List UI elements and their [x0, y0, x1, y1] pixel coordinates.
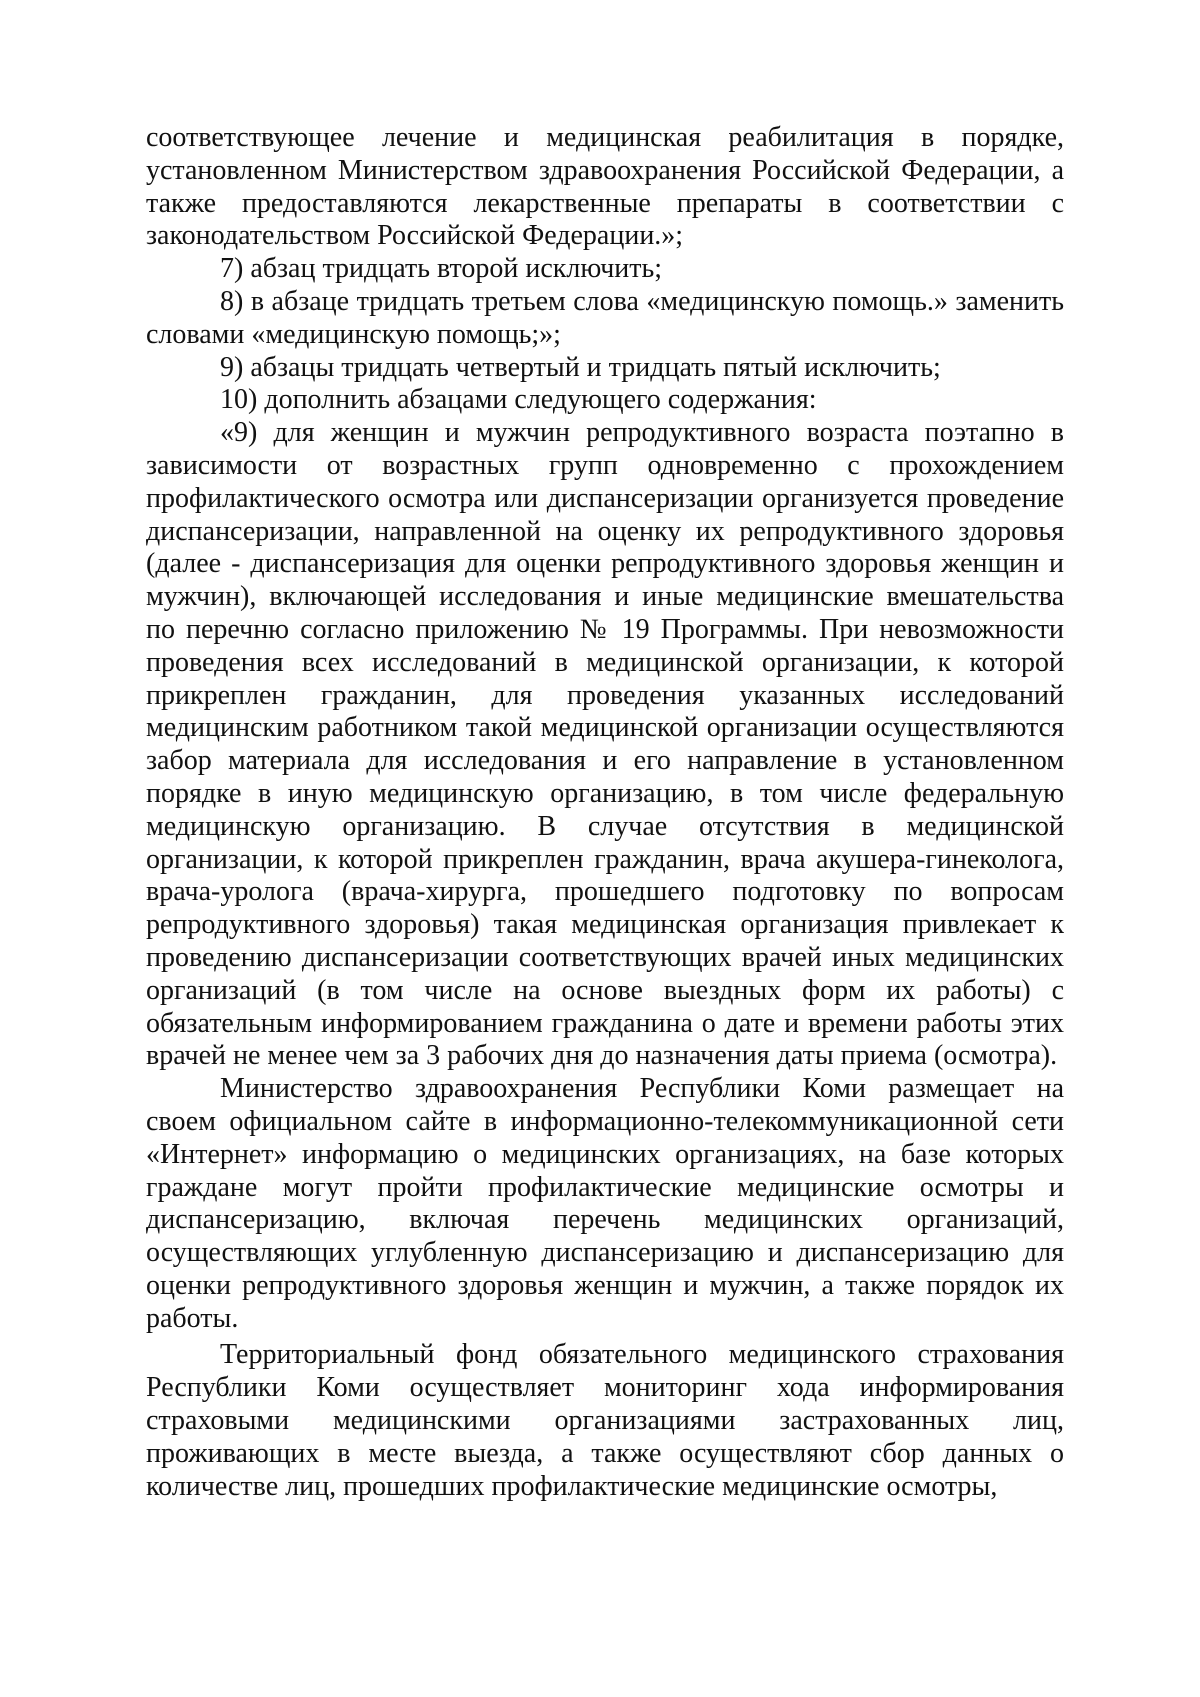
- paragraph-item-8: 8) в абзаце тридцать третьем слова «медицинскую помощь.» заменить словами «медицинскую помощь;»;: [146, 285, 1064, 350]
- paragraph-item-9: 9) абзацы тридцать четвертый и тридцать пятый исключить;: [220, 351, 941, 383]
- paragraph-insurance-fund: Территориальный фонд обязательного медицинского страхования Республики Коми осуществляет мониторинг хода информирования страховыми медицинскими организациями застрахованных лиц, проживающих в месте выезда, а также осуществляют сбор данных о количестве лиц, прошедших профилактические медицинские осмотры,: [146, 1339, 1064, 1502]
- paragraph-item-10: 10) дополнить абзацами следующего содержания:: [220, 384, 817, 416]
- paragraph-continuation: соответствующее лечение и медицинская реабилитация в порядке, установленном Министерством здравоохранения Российской Федерации, а также предоставляются лекарственные препараты в соответствии с законодательством Российской Федерации.»;: [146, 122, 1064, 252]
- paragraph-reproductive-health: «9) для женщин и мужчин репродуктивного возраста поэтапно в зависимости от возрастных групп одновременно с прохождением профилактического осмотра или диспансеризации организуется проведение диспансеризации, направленной на оценку их репродуктивного здоровья (далее - диспансеризация для оценки репродуктивного здоровья женщин и мужчин), включающей исследования и иные медицинские вмешательства по перечню согласно приложению № 19 Программы. При невозможности проведения всех исследований в медицинской организации, к которой прикреплен гражданин, для проведения указанных исследований медицинским работником такой медицинской организации осуществляются забор материала для исследования и его направление в установленном порядке в иную медицинскую организацию, в том числе федеральную медицинскую организацию. В случае отсутствия в медицинской организации, к которой прикреплен гражданин, врача акушера-гинеколога, врача-уролога (врача-хирурга, прошедшего подготовку по вопросам репродуктивного здоровья) такая медицинская организация привлекает к проведению диспансеризации соответствующих врачей иных медицинских организаций (в том числе на основе выездных форм их работы) с обязательным информированием гражданина о дате и времени работы этих врачей не менее чем за 3 рабочих дня до назначения даты приема (осмотра).: [146, 417, 1064, 1072]
- paragraph-item-7: 7) абзац тридцать второй исключить;: [220, 253, 663, 285]
- paragraph-ministry-website: Министерство здравоохранения Республики Коми размещает на своем официальном сайте в информационно-телекоммуникационной сети «Интернет» информацию о медицинских организациях, на базе которых граждане могут пройти профилактические медицинские осмотры и диспансеризацию, включая перечень медицинских организаций, осуществляющих углубленную диспансеризацию и диспансеризацию для оценки репродуктивного здоровья женщин и мужчин, а также порядок их работы.: [146, 1073, 1064, 1334]
- document-page: [146, 122, 1064, 1503]
